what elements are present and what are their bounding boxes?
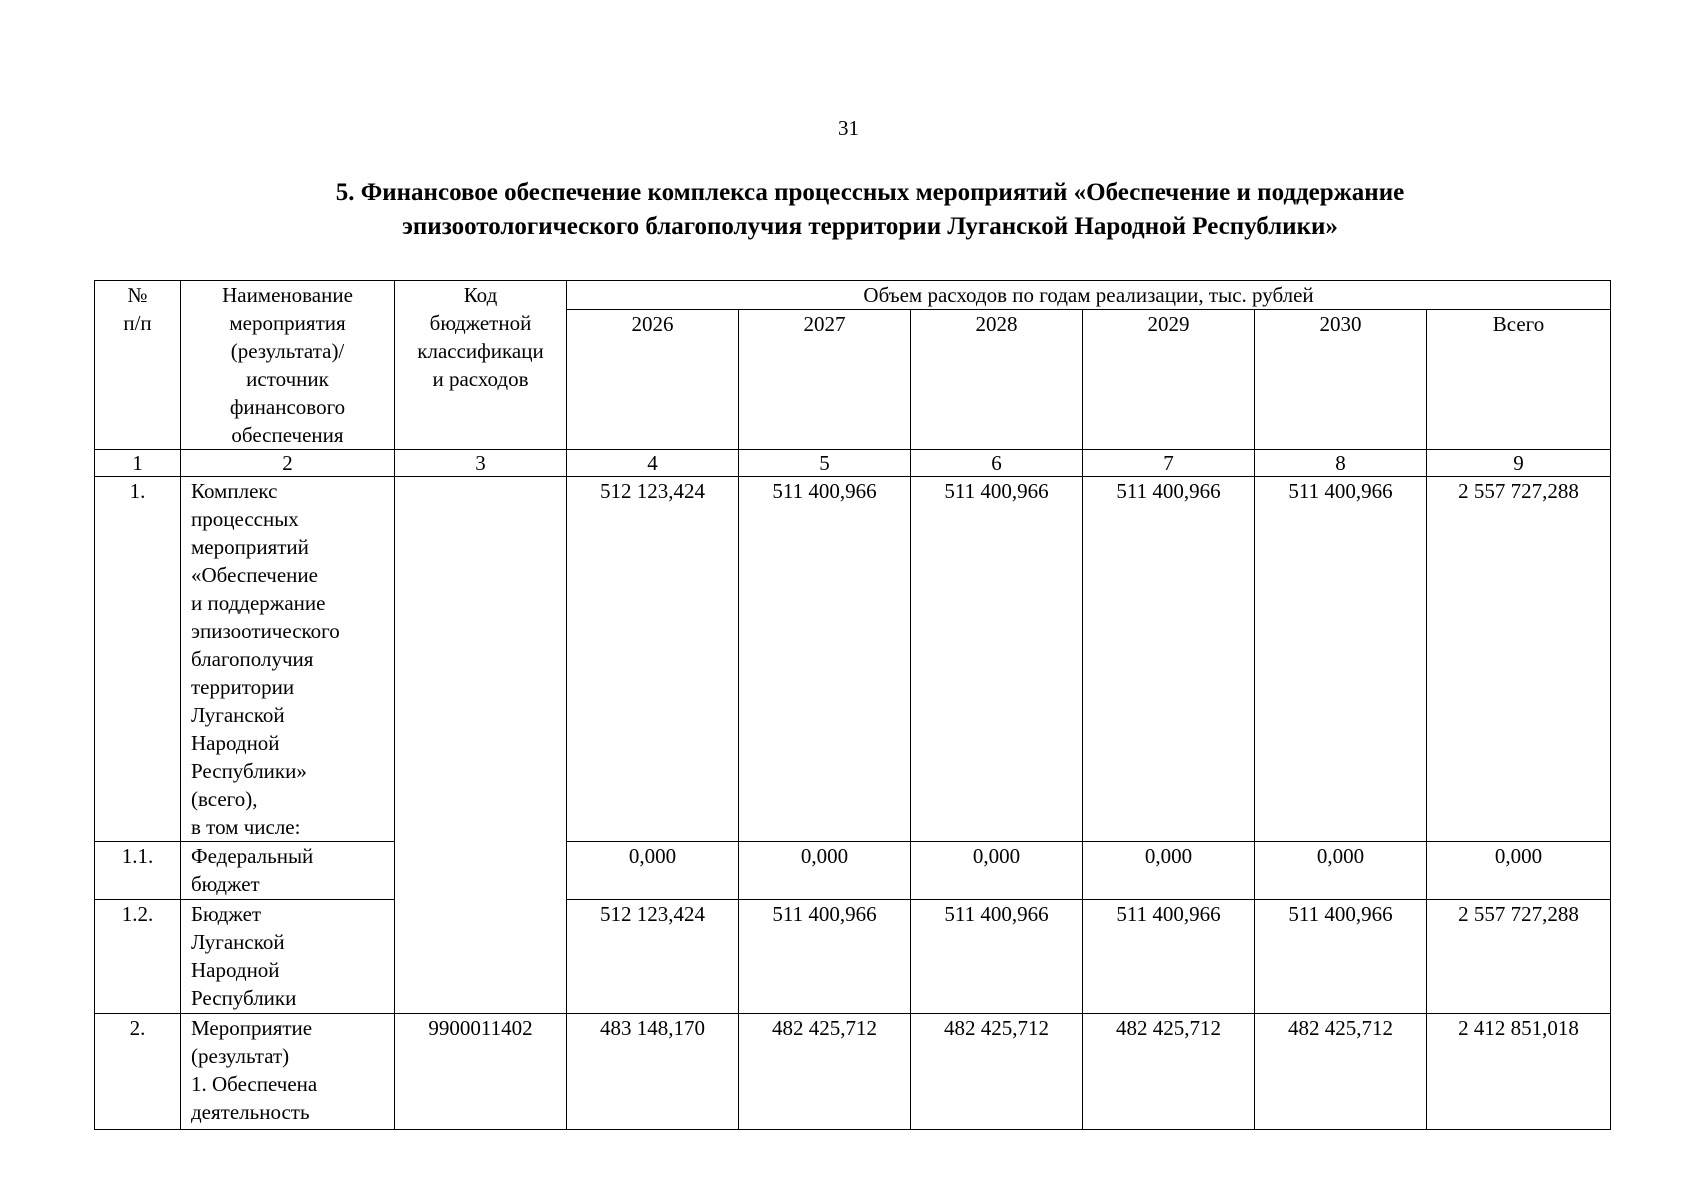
section-title: 5. Финансовое обеспечение комплекса процессных мероприятий «Обеспечение и поддержание эпизоотологического благополучия территории Луганской Народной Республики» bbox=[335, 179, 1405, 240]
row-code: 9900011402 bbox=[395, 1014, 567, 1130]
value-total: 2 412 851,018 bbox=[1427, 1014, 1611, 1130]
header-col-num: № п/п bbox=[95, 281, 181, 450]
column-number: 6 bbox=[911, 450, 1083, 477]
table-row bbox=[95, 477, 1611, 842]
row-number: 1. bbox=[95, 477, 181, 842]
value-2030: 511 400,966 bbox=[1255, 900, 1427, 1014]
header-year-2028: 2028 bbox=[911, 310, 1083, 450]
value-2027: 482 425,712 bbox=[739, 1014, 911, 1130]
value-2028: 0,000 bbox=[911, 842, 1083, 900]
column-number: 5 bbox=[739, 450, 911, 477]
column-number: 7 bbox=[1083, 450, 1255, 477]
row-number: 2. bbox=[95, 1014, 181, 1130]
value-2027: 511 400,966 bbox=[739, 900, 911, 1014]
financing-table bbox=[94, 280, 1611, 1130]
row-name: Мероприятие (результат) 1. Обеспечена деятельность bbox=[181, 1014, 395, 1130]
column-number: 8 bbox=[1255, 450, 1427, 477]
value-2027: 511 400,966 bbox=[739, 477, 911, 842]
value-2029: 482 425,712 bbox=[1083, 1014, 1255, 1130]
header-col-name: Наименование мероприятия (результата)/ источник финансового обеспечения bbox=[181, 281, 395, 450]
row-name: Федеральный бюджет bbox=[181, 842, 395, 900]
column-number: 3 bbox=[395, 450, 567, 477]
header-years-group: Объем расходов по годам реализации, тыс. рублей bbox=[567, 281, 1611, 310]
header-year-2026: 2026 bbox=[567, 310, 739, 450]
header-year-2029: 2029 bbox=[1083, 310, 1255, 450]
table-row bbox=[95, 1014, 1611, 1130]
value-2029: 0,000 bbox=[1083, 842, 1255, 900]
value-2029: 511 400,966 bbox=[1083, 900, 1255, 1014]
value-2029: 511 400,966 bbox=[1083, 477, 1255, 842]
header-row-1 bbox=[95, 281, 1611, 310]
value-2026: 512 123,424 bbox=[567, 477, 739, 842]
table-row bbox=[95, 842, 1611, 900]
row-code bbox=[395, 477, 567, 1014]
header-total: Всего bbox=[1427, 310, 1611, 450]
header-year-2027: 2027 bbox=[739, 310, 911, 450]
column-numbers-row bbox=[95, 450, 1611, 477]
header-col-code: Код бюджетной классификаци и расходов bbox=[395, 281, 567, 450]
value-2030: 482 425,712 bbox=[1255, 1014, 1427, 1130]
column-number: 4 bbox=[567, 450, 739, 477]
value-total: 2 557 727,288 bbox=[1427, 477, 1611, 842]
header-year-2030: 2030 bbox=[1255, 310, 1427, 450]
value-2026: 0,000 bbox=[567, 842, 739, 900]
table-row bbox=[95, 900, 1611, 1014]
column-number: 1 bbox=[95, 450, 181, 477]
value-2028: 511 400,966 bbox=[911, 477, 1083, 842]
row-number: 1.1. bbox=[95, 842, 181, 900]
page-number: 31 bbox=[838, 116, 859, 140]
row-number: 1.2. bbox=[95, 900, 181, 1014]
value-total: 0,000 bbox=[1427, 842, 1611, 900]
value-2030: 511 400,966 bbox=[1255, 477, 1427, 842]
value-2028: 511 400,966 bbox=[911, 900, 1083, 1014]
value-2026: 483 148,170 bbox=[567, 1014, 739, 1130]
value-2026: 512 123,424 bbox=[567, 900, 739, 1014]
row-name: Бюджет Луганской Народной Республики bbox=[181, 900, 395, 1014]
value-total: 2 557 727,288 bbox=[1427, 900, 1611, 1014]
column-number: 2 bbox=[181, 450, 395, 477]
value-2030: 0,000 bbox=[1255, 842, 1427, 900]
row-name: Комплекс процессных мероприятий «Обеспечение и поддержание эпизоотического благополучия территории Луганской Народной Республики» (всего), в том числе: bbox=[181, 477, 395, 842]
value-2028: 482 425,712 bbox=[911, 1014, 1083, 1130]
column-number: 9 bbox=[1427, 450, 1611, 477]
value-2027: 0,000 bbox=[739, 842, 911, 900]
